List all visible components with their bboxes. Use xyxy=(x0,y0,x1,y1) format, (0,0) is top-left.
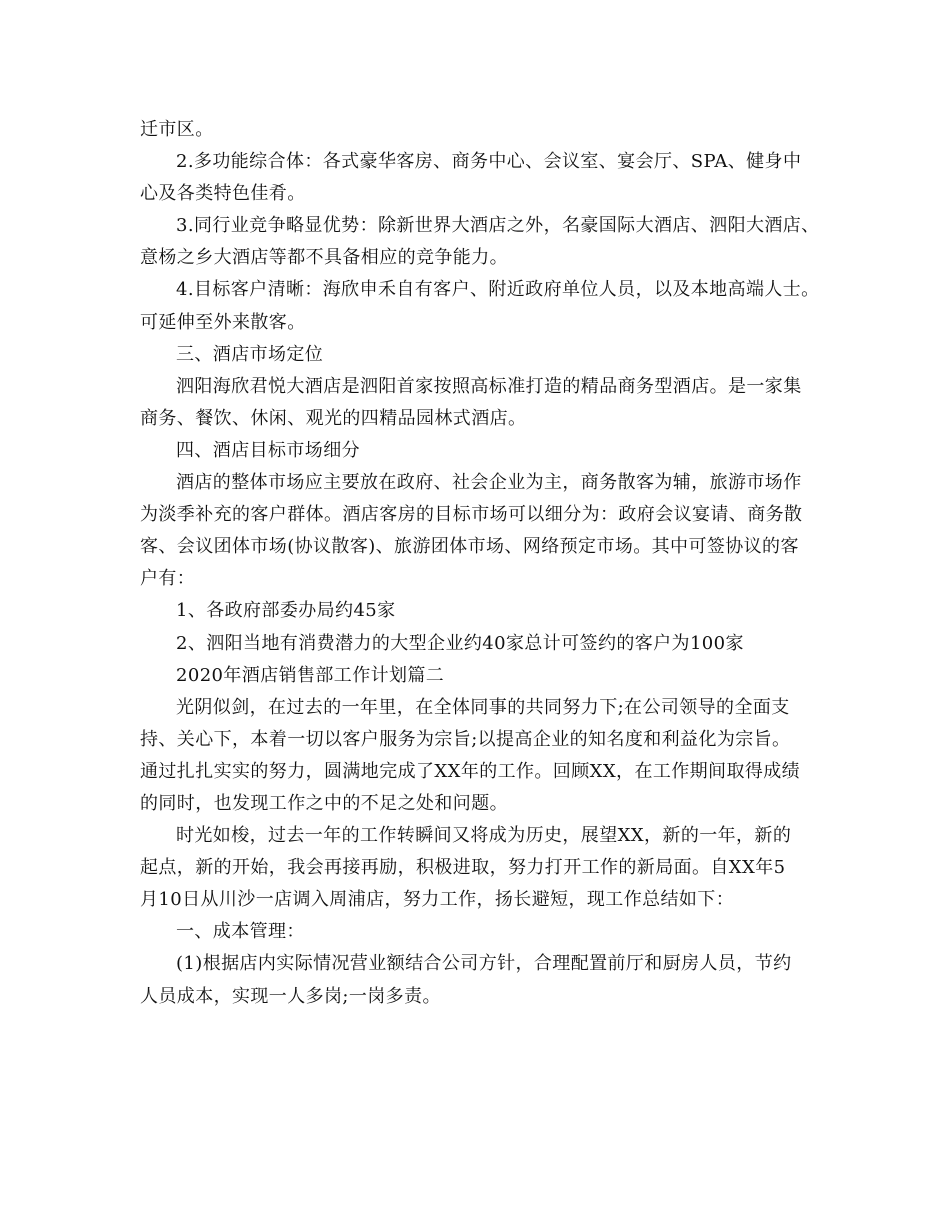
document-body xyxy=(140,114,830,1013)
text-line: 持、关心下，本着一切以客户服务为宗旨;以提高企业的知名度和利益化为宗旨。 xyxy=(140,728,791,750)
text-line: 2.多功能综合体：各式豪华客房、商务中心、会议室、宴会厅、SPA、健身中 xyxy=(176,151,802,173)
text-line: 酒店的整体市场应主要放在政府、社会企业为主，商务散客为辅，旅游市场作 xyxy=(176,472,802,494)
text-line: 四、酒店目标市场细分 xyxy=(176,439,360,461)
text-line: 2020年酒店销售部工作计划篇二 xyxy=(176,664,445,686)
text-line: 一、成本管理： xyxy=(176,921,305,943)
text-line: 三、酒店市场定位 xyxy=(176,343,324,365)
text-line: 可延伸至外来散客。 xyxy=(140,311,306,333)
text-line: 客、会议团体市场(协议散客)、旅游团体市场、网络预定市场。其中可签协议的客 xyxy=(140,536,799,558)
text-line: 为淡季补充的客户群体。酒店客房的目标市场可以细分为：政府会议宴请、商务散 xyxy=(140,504,803,526)
text-line: 1、各政府部委办局约45家 xyxy=(176,600,396,622)
text-line: 商务、餐饮、休闲、观光的四精品园林式酒店。 xyxy=(140,407,527,429)
text-line: (1)根据店内实际情况营业额结合公司方针，合理配置前厅和厨房人员，节约 xyxy=(176,953,792,975)
text-line: 人员成本，实现一人多岗;一岗多责。 xyxy=(140,985,441,1007)
text-line: 通过扎扎实实的努力，圆满地完成了XX年的工作。回顾XX，在工作期间取得成绩 xyxy=(140,760,801,782)
text-line: 月10日从川沙一店调入周浦店，努力工作，扬长避短，现工作总结如下： xyxy=(140,889,735,911)
text-line: 泗阳海欣君悦大酒店是泗阳首家按照高标准打造的精品商务型酒店。是一家集 xyxy=(176,375,802,397)
text-line: 2、泗阳当地有消费潜力的大型企业约40家总计可签约的客户为100家 xyxy=(176,632,744,654)
text-line: 起点，新的开始，我会再接再励，积极进取，努力打开工作的新局面。自XX年5 xyxy=(140,857,786,879)
text-line: 4.目标客户清晰：海欣申禾自有客户、附近政府单位人员，以及本地高端人士。 xyxy=(176,279,820,301)
text-line: 户有： xyxy=(140,568,196,590)
text-line: 3.同行业竞争略显优势：除新世界大酒店之外，名豪国际大酒店、泗阳大酒店、 xyxy=(176,215,820,237)
text-line: 时光如梭，过去一年的工作转瞬间又将成为历史，展望XX，新的一年，新的 xyxy=(176,825,792,847)
text-line: 迁市区。 xyxy=(140,119,214,140)
text-line: 的同时，也发现工作之中的不足之处和问题。 xyxy=(140,792,508,814)
text-line: 意杨之乡大酒店等都不具备相应的竞争能力。 xyxy=(140,247,508,269)
text-line: 心及各类特色佳肴。 xyxy=(140,183,306,205)
text-line: 光阴似剑，在过去的一年里，在全体同事的共同努力下;在公司领导的全面支 xyxy=(176,696,790,718)
